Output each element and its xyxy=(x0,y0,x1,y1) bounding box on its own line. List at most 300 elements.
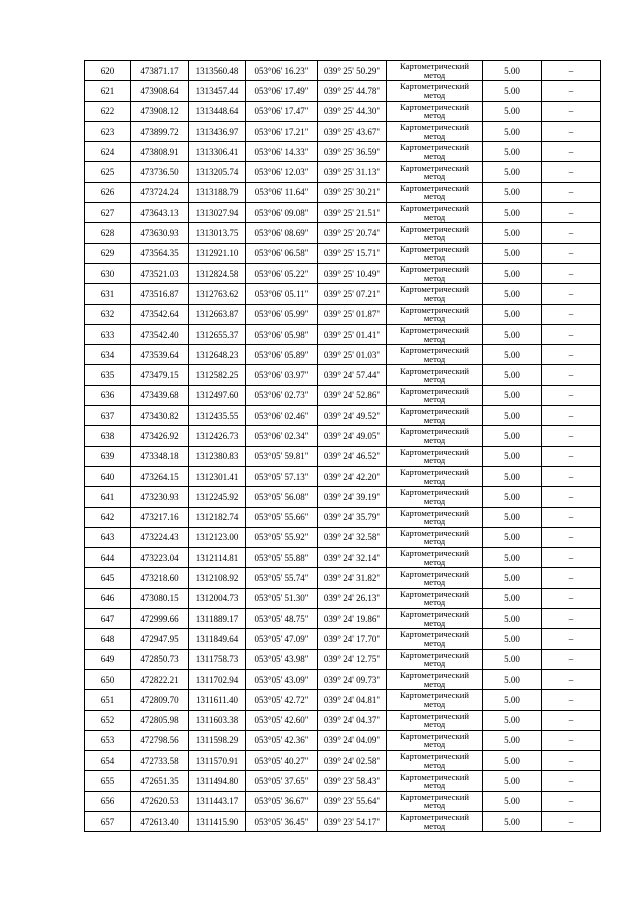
method-line-2: метод xyxy=(423,252,446,263)
x-coordinate-cell: 473564.35 xyxy=(131,243,189,263)
method-cell xyxy=(387,487,483,507)
y-coordinate-cell: 1311758.73 xyxy=(189,649,246,669)
latitude-cell: 053°05' 51.30" xyxy=(246,588,318,608)
note-cell: – xyxy=(542,507,601,527)
point-number-cell: 635 xyxy=(85,365,131,385)
point-number-cell: 647 xyxy=(85,609,131,629)
longitude-cell: 039° 24' 35.79" xyxy=(318,507,387,527)
note-cell: – xyxy=(542,203,601,223)
table-row xyxy=(85,365,601,385)
longitude-cell: 039° 25' 50.29" xyxy=(318,61,387,81)
method-line-2: метод xyxy=(423,110,446,121)
longitude-cell: 039° 25' 31.13" xyxy=(318,162,387,182)
accuracy-cell: 5.00 xyxy=(483,81,542,101)
method-cell xyxy=(387,385,483,405)
latitude-cell: 053°05' 40.27" xyxy=(246,751,318,771)
longitude-cell: 039° 24' 32.14" xyxy=(318,548,387,568)
note-cell: – xyxy=(542,811,601,831)
method-line-2: метод xyxy=(423,719,446,730)
method-line-1: Картометрический xyxy=(400,751,469,762)
point-number-cell: 643 xyxy=(85,527,131,547)
accuracy-cell: 5.00 xyxy=(483,669,542,689)
latitude-cell: 053°05' 55.88" xyxy=(246,548,318,568)
method-line-1: Картометрический xyxy=(400,426,469,437)
note-cell: – xyxy=(542,588,601,608)
y-coordinate-cell: 1311603.38 xyxy=(189,710,246,730)
method-line-2: метод xyxy=(423,820,446,831)
longitude-cell: 039° 23' 54.17" xyxy=(318,811,387,831)
longitude-cell: 039° 25' 44.78" xyxy=(318,81,387,101)
note-cell: – xyxy=(542,527,601,547)
method-line-2: метод xyxy=(423,292,446,303)
table-row xyxy=(85,710,601,730)
longitude-cell: 039° 25' 01.03" xyxy=(318,345,387,365)
y-coordinate-cell: 1311889.17 xyxy=(189,609,246,629)
x-coordinate-cell: 472613.40 xyxy=(131,811,189,831)
y-coordinate-cell: 1311494.80 xyxy=(189,771,246,791)
point-number-cell: 636 xyxy=(85,385,131,405)
accuracy-cell: 5.00 xyxy=(483,568,542,588)
longitude-cell: 039° 24' 26.13" xyxy=(318,588,387,608)
latitude-cell: 053°06' 05.99" xyxy=(246,304,318,324)
method-line-2: метод xyxy=(423,211,446,222)
accuracy-cell: 5.00 xyxy=(483,690,542,710)
latitude-cell: 053°05' 55.66" xyxy=(246,507,318,527)
method-cell xyxy=(387,243,483,263)
method-line-2: метод xyxy=(423,759,446,770)
accuracy-cell: 5.00 xyxy=(483,548,542,568)
method-line-2: метод xyxy=(423,272,446,283)
point-number-cell: 621 xyxy=(85,81,131,101)
method-cell xyxy=(387,609,483,629)
method-cell xyxy=(387,690,483,710)
note-cell: – xyxy=(542,365,601,385)
point-number-cell: 642 xyxy=(85,507,131,527)
method-line-1: Картометрический xyxy=(400,345,469,356)
method-line-1: Картометрический xyxy=(400,527,469,538)
latitude-cell: 053°06' 14.33" xyxy=(246,142,318,162)
x-coordinate-cell: 473736.50 xyxy=(131,162,189,182)
note-cell: – xyxy=(542,629,601,649)
method-line-1: Картометрический xyxy=(400,264,469,275)
accuracy-cell: 5.00 xyxy=(483,284,542,304)
table-row xyxy=(85,81,601,101)
accuracy-cell: 5.00 xyxy=(483,142,542,162)
accuracy-cell: 5.00 xyxy=(483,527,542,547)
x-coordinate-cell: 473426.92 xyxy=(131,426,189,446)
table-row xyxy=(85,426,601,446)
x-coordinate-cell: 473479.15 xyxy=(131,365,189,385)
y-coordinate-cell: 1312301.41 xyxy=(189,466,246,486)
latitude-cell: 053°05' 59.81" xyxy=(246,446,318,466)
longitude-cell: 039° 23' 55.64" xyxy=(318,791,387,811)
note-cell: – xyxy=(542,771,601,791)
accuracy-cell: 5.00 xyxy=(483,791,542,811)
latitude-cell: 053°05' 55.92" xyxy=(246,527,318,547)
method-line-1: Картометрический xyxy=(400,304,469,315)
table-row xyxy=(85,649,601,669)
longitude-cell: 039° 24' 52.86" xyxy=(318,385,387,405)
note-cell: – xyxy=(542,751,601,771)
note-cell: – xyxy=(542,609,601,629)
method-line-1: Картометрический xyxy=(400,487,469,498)
accuracy-cell: 5.00 xyxy=(483,751,542,771)
method-line-1: Картометрический xyxy=(400,771,469,782)
point-number-cell: 629 xyxy=(85,243,131,263)
longitude-cell: 039° 24' 39.19" xyxy=(318,487,387,507)
note-cell: – xyxy=(542,223,601,243)
note-cell: – xyxy=(542,466,601,486)
note-cell: – xyxy=(542,690,601,710)
point-number-cell: 641 xyxy=(85,487,131,507)
x-coordinate-cell: 472947.95 xyxy=(131,629,189,649)
y-coordinate-cell: 1313027.94 xyxy=(189,203,246,223)
method-line-2: метод xyxy=(423,637,446,648)
table-row xyxy=(85,162,601,182)
y-coordinate-cell: 1311611.40 xyxy=(189,690,246,710)
x-coordinate-cell: 473521.03 xyxy=(131,263,189,283)
note-cell: – xyxy=(542,791,601,811)
method-line-1: Картометрический xyxy=(400,385,469,396)
point-number-cell: 633 xyxy=(85,324,131,344)
longitude-cell: 039° 25' 43.67" xyxy=(318,121,387,141)
y-coordinate-cell: 1313448.64 xyxy=(189,101,246,121)
y-coordinate-cell: 1312921.10 xyxy=(189,243,246,263)
y-coordinate-cell: 1312245.92 xyxy=(189,487,246,507)
method-cell xyxy=(387,324,483,344)
table-row xyxy=(85,385,601,405)
x-coordinate-cell: 473218.60 xyxy=(131,568,189,588)
point-number-cell: 622 xyxy=(85,101,131,121)
accuracy-cell: 5.00 xyxy=(483,466,542,486)
y-coordinate-cell: 1311702.94 xyxy=(189,669,246,689)
accuracy-cell: 5.00 xyxy=(483,121,542,141)
x-coordinate-cell: 473908.12 xyxy=(131,101,189,121)
note-cell: – xyxy=(542,487,601,507)
table-row xyxy=(85,182,601,202)
y-coordinate-cell: 1312426.73 xyxy=(189,426,246,446)
accuracy-cell: 5.00 xyxy=(483,487,542,507)
y-coordinate-cell: 1312824.58 xyxy=(189,263,246,283)
method-cell xyxy=(387,61,483,81)
method-cell xyxy=(387,81,483,101)
method-line-1: Картометрический xyxy=(400,507,469,518)
y-coordinate-cell: 1312648.23 xyxy=(189,345,246,365)
y-coordinate-cell: 1312123.00 xyxy=(189,527,246,547)
y-coordinate-cell: 1312380.83 xyxy=(189,446,246,466)
accuracy-cell: 5.00 xyxy=(483,365,542,385)
point-number-cell: 650 xyxy=(85,669,131,689)
table-row xyxy=(85,61,601,81)
y-coordinate-cell: 1311598.29 xyxy=(189,730,246,750)
latitude-cell: 053°05' 37.65" xyxy=(246,771,318,791)
point-number-cell: 638 xyxy=(85,426,131,446)
point-number-cell: 632 xyxy=(85,304,131,324)
method-line-1: Картометрический xyxy=(400,609,469,620)
method-cell xyxy=(387,426,483,446)
coordinates-table-body xyxy=(85,61,601,832)
table-row xyxy=(85,446,601,466)
y-coordinate-cell: 1312004.73 xyxy=(189,588,246,608)
x-coordinate-cell: 472805.98 xyxy=(131,710,189,730)
method-line-1: Картометрический xyxy=(400,223,469,234)
note-cell: – xyxy=(542,548,601,568)
longitude-cell: 039° 24' 49.52" xyxy=(318,406,387,426)
method-line-1: Картометрический xyxy=(400,568,469,579)
accuracy-cell: 5.00 xyxy=(483,811,542,831)
method-line-2: метод xyxy=(423,69,446,80)
method-cell xyxy=(387,730,483,750)
method-line-2: метод xyxy=(423,516,446,527)
latitude-cell: 053°06' 02.34" xyxy=(246,426,318,446)
method-cell xyxy=(387,284,483,304)
y-coordinate-cell: 1311415.90 xyxy=(189,811,246,831)
latitude-cell: 053°06' 17.21" xyxy=(246,121,318,141)
x-coordinate-cell: 473264.15 xyxy=(131,466,189,486)
method-cell xyxy=(387,203,483,223)
method-line-1: Картометрический xyxy=(400,730,469,741)
method-line-1: Картометрический xyxy=(400,670,469,681)
method-cell xyxy=(387,527,483,547)
latitude-cell: 053°05' 42.60" xyxy=(246,710,318,730)
latitude-cell: 053°05' 36.67" xyxy=(246,791,318,811)
longitude-cell: 039° 25' 01.41" xyxy=(318,324,387,344)
method-cell xyxy=(387,751,483,771)
longitude-cell: 039° 25' 10.49" xyxy=(318,263,387,283)
y-coordinate-cell: 1311570.91 xyxy=(189,751,246,771)
method-cell xyxy=(387,162,483,182)
latitude-cell: 053°05' 48.75" xyxy=(246,609,318,629)
method-line-1: Картометрический xyxy=(400,406,469,417)
longitude-cell: 039° 24' 31.82" xyxy=(318,568,387,588)
table-row xyxy=(85,771,601,791)
latitude-cell: 053°06' 17.47" xyxy=(246,101,318,121)
method-line-1: Картометрический xyxy=(400,446,469,457)
table-row xyxy=(85,324,601,344)
x-coordinate-cell: 473080.15 xyxy=(131,588,189,608)
note-cell: – xyxy=(542,81,601,101)
x-coordinate-cell: 473224.43 xyxy=(131,527,189,547)
method-line-2: метод xyxy=(423,800,446,811)
method-line-1: Картометрический xyxy=(400,649,469,660)
method-line-1: Картометрический xyxy=(400,710,469,721)
latitude-cell: 053°06' 05.89" xyxy=(246,345,318,365)
y-coordinate-cell: 1312655.37 xyxy=(189,324,246,344)
latitude-cell: 053°06' 11.64" xyxy=(246,182,318,202)
x-coordinate-cell: 473439.68 xyxy=(131,385,189,405)
accuracy-cell: 5.00 xyxy=(483,61,542,81)
note-cell: – xyxy=(542,669,601,689)
point-number-cell: 630 xyxy=(85,263,131,283)
point-number-cell: 651 xyxy=(85,690,131,710)
x-coordinate-cell: 472651.35 xyxy=(131,771,189,791)
method-cell xyxy=(387,791,483,811)
method-cell xyxy=(387,466,483,486)
table-row xyxy=(85,406,601,426)
y-coordinate-cell: 1313188.79 xyxy=(189,182,246,202)
x-coordinate-cell: 473516.87 xyxy=(131,284,189,304)
method-cell xyxy=(387,710,483,730)
method-line-1: Картометрический xyxy=(400,182,469,193)
latitude-cell: 053°06' 08.69" xyxy=(246,223,318,243)
method-line-1: Картометрический xyxy=(400,284,469,295)
table-row xyxy=(85,669,601,689)
x-coordinate-cell: 472733.58 xyxy=(131,751,189,771)
note-cell: – xyxy=(542,385,601,405)
accuracy-cell: 5.00 xyxy=(483,243,542,263)
table-row xyxy=(85,304,601,324)
latitude-cell: 053°06' 12.03" xyxy=(246,162,318,182)
method-line-2: метод xyxy=(423,89,446,100)
method-cell xyxy=(387,446,483,466)
accuracy-cell: 5.00 xyxy=(483,426,542,446)
point-number-cell: 645 xyxy=(85,568,131,588)
point-number-cell: 656 xyxy=(85,791,131,811)
point-number-cell: 640 xyxy=(85,466,131,486)
accuracy-cell: 5.00 xyxy=(483,203,542,223)
accuracy-cell: 5.00 xyxy=(483,385,542,405)
table-row xyxy=(85,203,601,223)
point-number-cell: 649 xyxy=(85,649,131,669)
y-coordinate-cell: 1312435.55 xyxy=(189,406,246,426)
latitude-cell: 053°06' 17.49" xyxy=(246,81,318,101)
y-coordinate-cell: 1311849.64 xyxy=(189,629,246,649)
longitude-cell: 039° 24' 04.81" xyxy=(318,690,387,710)
point-number-cell: 627 xyxy=(85,203,131,223)
method-line-2: метод xyxy=(423,333,446,344)
method-line-1: Картометрический xyxy=(400,325,469,335)
method-line-1: Картометрический xyxy=(400,629,469,640)
latitude-cell: 053°06' 06.58" xyxy=(246,243,318,263)
latitude-cell: 053°05' 36.45" xyxy=(246,811,318,831)
point-number-cell: 624 xyxy=(85,142,131,162)
y-coordinate-cell: 1313205.74 xyxy=(189,162,246,182)
method-line-1: Картометрический xyxy=(400,162,469,173)
point-number-cell: 646 xyxy=(85,588,131,608)
x-coordinate-cell: 473899.72 xyxy=(131,121,189,141)
longitude-cell: 039° 25' 36.59" xyxy=(318,142,387,162)
method-cell xyxy=(387,669,483,689)
method-cell xyxy=(387,507,483,527)
latitude-cell: 053°05' 43.98" xyxy=(246,649,318,669)
longitude-cell: 039° 24' 42.20" xyxy=(318,466,387,486)
point-number-cell: 634 xyxy=(85,345,131,365)
longitude-cell: 039° 25' 21.51" xyxy=(318,203,387,223)
longitude-cell: 039° 25' 15.71" xyxy=(318,243,387,263)
method-line-2: метод xyxy=(423,434,446,445)
x-coordinate-cell: 473230.93 xyxy=(131,487,189,507)
method-line-2: метод xyxy=(423,150,446,161)
method-line-2: метод xyxy=(423,617,446,628)
latitude-cell: 053°06' 09.08" xyxy=(246,203,318,223)
x-coordinate-cell: 473808.91 xyxy=(131,142,189,162)
x-coordinate-cell: 473630.93 xyxy=(131,223,189,243)
method-cell xyxy=(387,771,483,791)
longitude-cell: 039° 23' 58.43" xyxy=(318,771,387,791)
x-coordinate-cell: 473223.04 xyxy=(131,548,189,568)
y-coordinate-cell: 1312582.25 xyxy=(189,365,246,385)
latitude-cell: 053°05' 57.13" xyxy=(246,466,318,486)
note-cell: – xyxy=(542,243,601,263)
point-number-cell: 628 xyxy=(85,223,131,243)
note-cell: – xyxy=(542,730,601,750)
method-line-1: Картометрический xyxy=(400,588,469,599)
table-row xyxy=(85,284,601,304)
table-row xyxy=(85,142,601,162)
longitude-cell: 039° 25' 44.30" xyxy=(318,101,387,121)
longitude-cell: 039° 24' 19.86" xyxy=(318,609,387,629)
note-cell: – xyxy=(542,182,601,202)
method-cell xyxy=(387,182,483,202)
accuracy-cell: 5.00 xyxy=(483,771,542,791)
table-row xyxy=(85,345,601,365)
table-row xyxy=(85,223,601,243)
table-row xyxy=(85,101,601,121)
method-line-2: метод xyxy=(423,171,446,182)
note-cell: – xyxy=(542,426,601,446)
table-row xyxy=(85,507,601,527)
y-coordinate-cell: 1311443.17 xyxy=(189,791,246,811)
x-coordinate-cell: 473217.16 xyxy=(131,507,189,527)
method-line-2: метод xyxy=(423,374,446,385)
method-line-1: Картометрический xyxy=(400,203,469,214)
latitude-cell: 053°06' 03.97" xyxy=(246,365,318,385)
note-cell: – xyxy=(542,263,601,283)
table-row xyxy=(85,751,601,771)
method-line-1: Картометрический xyxy=(400,142,469,153)
method-line-1: Картометрический xyxy=(400,690,469,701)
longitude-cell: 039° 24' 46.52" xyxy=(318,446,387,466)
method-line-2: метод xyxy=(423,678,446,689)
table-row xyxy=(85,730,601,750)
y-coordinate-cell: 1312114.81 xyxy=(189,548,246,568)
table-row xyxy=(85,629,601,649)
latitude-cell: 053°06' 05.98" xyxy=(246,324,318,344)
point-number-cell: 620 xyxy=(85,61,131,81)
coordinates-table xyxy=(84,60,601,832)
accuracy-cell: 5.00 xyxy=(483,710,542,730)
method-line-1: Картометрический xyxy=(400,122,469,133)
x-coordinate-cell: 473348.18 xyxy=(131,446,189,466)
method-line-2: метод xyxy=(423,394,446,405)
x-coordinate-cell: 472850.73 xyxy=(131,649,189,669)
table-row xyxy=(85,588,601,608)
method-cell xyxy=(387,365,483,385)
point-number-cell: 639 xyxy=(85,446,131,466)
x-coordinate-cell: 472798.56 xyxy=(131,730,189,750)
method-line-1: Картометрический xyxy=(400,791,469,802)
y-coordinate-cell: 1312497.60 xyxy=(189,385,246,405)
accuracy-cell: 5.00 xyxy=(483,649,542,669)
x-coordinate-cell: 472822.21 xyxy=(131,669,189,689)
table-row xyxy=(85,527,601,547)
x-coordinate-cell: 473871.17 xyxy=(131,61,189,81)
latitude-cell: 053°06' 02.73" xyxy=(246,385,318,405)
point-number-cell: 657 xyxy=(85,811,131,831)
method-line-2: метод xyxy=(423,353,446,364)
x-coordinate-cell: 473542.64 xyxy=(131,304,189,324)
point-number-cell: 653 xyxy=(85,730,131,750)
method-line-2: метод xyxy=(423,658,446,669)
y-coordinate-cell: 1313560.48 xyxy=(189,61,246,81)
method-line-1: Картометрический xyxy=(400,812,469,823)
method-line-2: метод xyxy=(423,130,446,141)
point-number-cell: 648 xyxy=(85,629,131,649)
method-line-2: метод xyxy=(423,232,446,243)
y-coordinate-cell: 1312108.92 xyxy=(189,568,246,588)
accuracy-cell: 5.00 xyxy=(483,629,542,649)
table-row xyxy=(85,568,601,588)
